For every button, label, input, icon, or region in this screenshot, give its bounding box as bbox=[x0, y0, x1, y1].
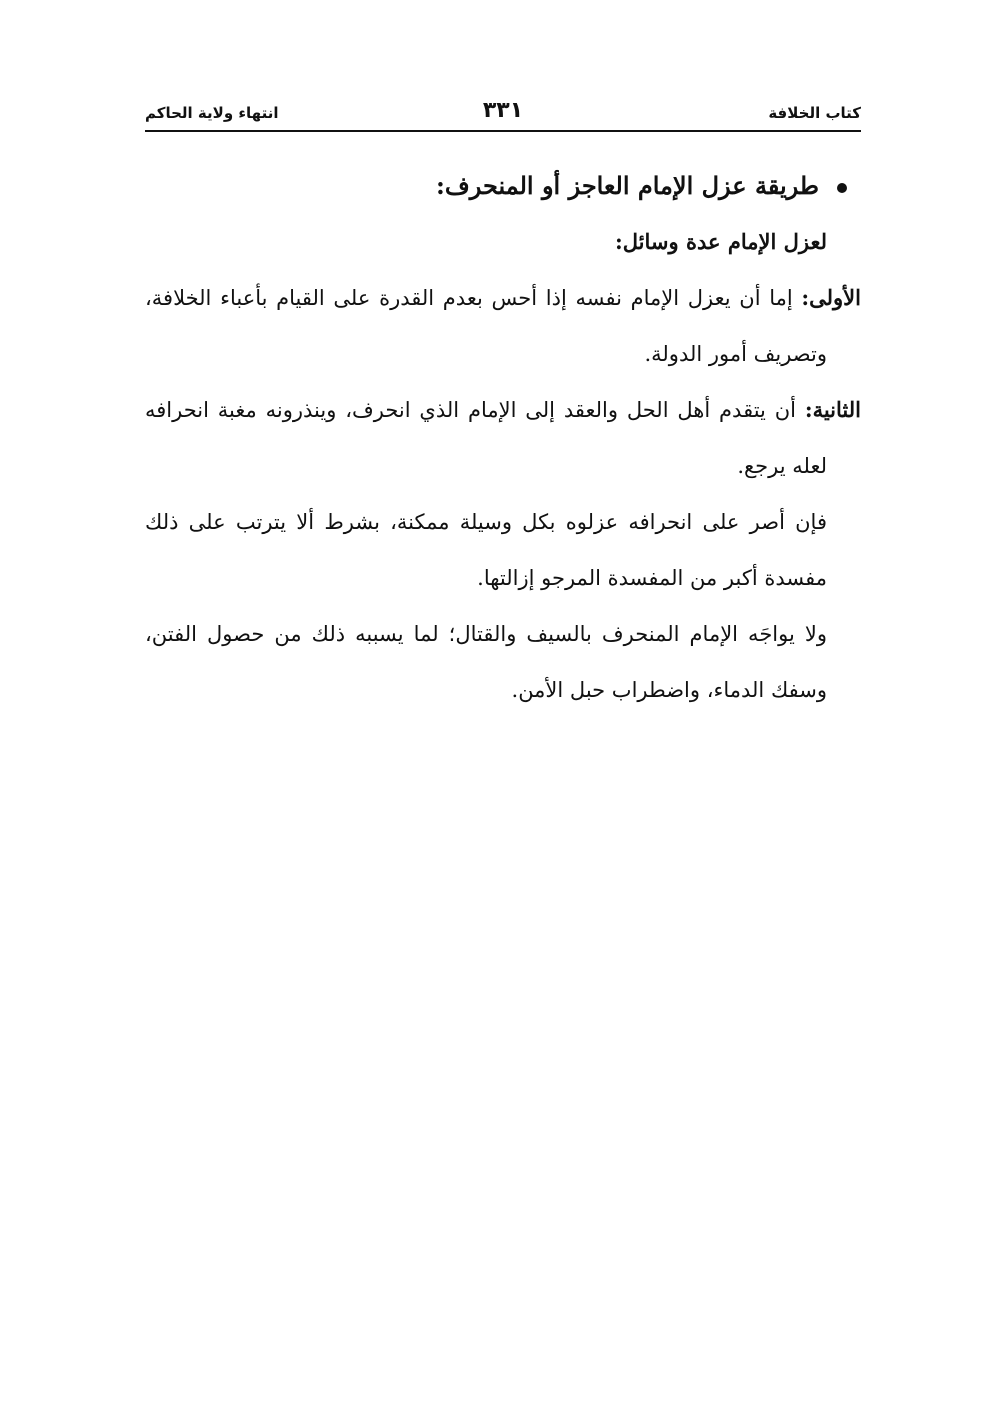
paragraph-no-fighting: ولا يواجَه الإمام المنحرف بالسيف والقتال؛ لما يسببه ذلك من حصول الفتن، وسفك الدماء، واضطراب حبل الأمن. bbox=[145, 622, 827, 702]
method-first bbox=[145, 270, 861, 382]
method-first-text: إما أن يعزل الإمام نفسه إذا أحس بعدم القدرة على القيام بأعباء الخلافة، وتصريف أمور الدولة. bbox=[145, 286, 827, 366]
page-number: ٣٣١ bbox=[482, 98, 524, 123]
method-second-text: أن يتقدم أهل الحل والعقد إلى الإمام الذي انحرف، وينذرونه مغبة انحرافه لعله يرجع. bbox=[145, 398, 827, 478]
book-title: كتاب الخلافة bbox=[768, 104, 861, 122]
header-divider bbox=[145, 130, 861, 132]
bullet-icon bbox=[837, 183, 847, 193]
method-second bbox=[145, 382, 861, 494]
method-second-label: الثانية: bbox=[804, 397, 861, 422]
chapter-title: انتهاء ولاية الحاكم bbox=[145, 104, 279, 122]
section-heading bbox=[145, 158, 861, 214]
running-header bbox=[145, 98, 861, 132]
section-heading-text: طريقة عزل الإمام العاجز أو المنحرف: bbox=[436, 171, 819, 200]
method-first-label: الأولى: bbox=[801, 285, 861, 310]
page-body bbox=[145, 158, 861, 718]
sub-heading: لعزل الإمام عدة وسائل: bbox=[615, 229, 827, 254]
paragraph-removal: فإن أصر على انحرافه عزلوه بكل وسيلة ممكنة، بشرط ألا يترتب على ذلك مفسدة أكبر من المفسدة المرجو إزالتها. bbox=[145, 510, 827, 590]
